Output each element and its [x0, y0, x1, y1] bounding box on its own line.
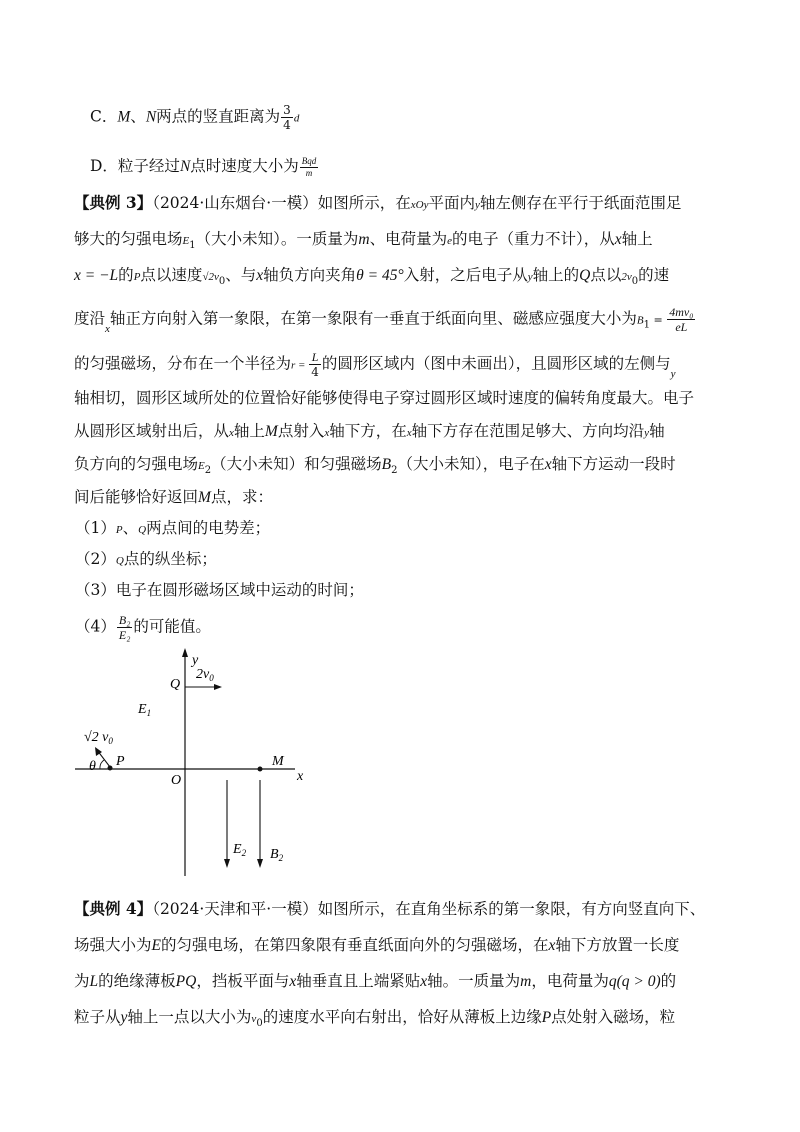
- example4-line4: 粒子从y轴上一点以大小为$v_0$的速度水平向右射出，恰好从薄板上边缘P点处射入磁场，粒: [74, 1008, 676, 1030]
- y-axis-label: y: [192, 653, 199, 668]
- origin-label: O: [171, 773, 182, 788]
- fraction-bqd-over-m: $\frac{\text{Bqd}}{m}$: [301, 155, 317, 178]
- question-3: （3）电子在圆形磁场区域中运动的时间；: [75, 581, 364, 599]
- point-p-label: P: [116, 754, 125, 769]
- e2-label: $E_2$: [233, 842, 247, 858]
- example3-line2: 够大的匀强电场$E_1$（大小未知）。一质量为m、电荷量为e的电子（重力不计），从x轴上: [74, 230, 653, 252]
- b2-label: $B_2$: [270, 847, 284, 863]
- velocity-root2v0-label: √2 $v_0$: [84, 730, 113, 746]
- e1-label: $E_1$: [138, 702, 152, 718]
- x-axis-label: x: [297, 769, 304, 784]
- fraction-b1: $\frac{\text{4mv₀}}{eL}$: [669, 305, 694, 334]
- fraction-three-quarters: $\frac{3}{4}$: [283, 103, 291, 132]
- example4-line1: 【典例 4】（2024·天津和平·一模）如图所示，在直角坐标系的第一象限，有方向竖直向下、: [74, 899, 706, 918]
- example-tag: 【典例 3】: [74, 193, 153, 212]
- example4-line3: 为L的绝缘薄板PQ，挡板平面与x轴垂直且上端紧贴x轴。一质量为m，电荷量为q(q > 0)的: [74, 972, 677, 990]
- option-d: D．粒子经过N点时速度大小为 $\frac{\text{Bqd}}{m}$: [90, 155, 317, 178]
- point-p-dot: [108, 766, 113, 771]
- example3-line1: 【典例 3】（2024·山东烟台·一模）如图所示，在xOy平面内y轴左侧存在平行于纸面范围足: [74, 193, 682, 212]
- velocity-2v0-arrowhead: [214, 684, 222, 690]
- question-2: （2）Q点的纵坐标；: [75, 550, 217, 568]
- option-c: C．M、N两点的竖直距离为 $\frac{3}{4}$ d: [90, 103, 300, 132]
- question-4: （4） $\frac{\text{B₂}}{\text{E₂}}$ 的可能值。: [75, 613, 211, 642]
- b2-field-arrowhead: [257, 859, 263, 868]
- example3-line7: 从圆形区域射出后，从x轴上M点射入x轴下方，在x轴下方存在范围足够大、方向均沿y轴: [74, 422, 665, 440]
- example4-line2: 场强大小为E的匀强电场，在第四象限有垂直纸面向外的匀强磁场，在x轴下方放置一长度: [74, 936, 680, 954]
- question-1: （1）P、Q两点间的电势差；: [75, 519, 271, 537]
- fraction-r: $\frac{L}{4}$: [311, 350, 319, 379]
- example3-line9: 间后能够恰好返回M点，求：: [74, 488, 273, 506]
- e2-field-arrowhead: [224, 859, 230, 868]
- point-m-label: M: [272, 754, 284, 769]
- example3-line3: x = −L的P点以速度$√2v_0$、与x轴负方向夹角θ = 45°入射，之后电子从y轴上的Q点以$2v_0$的速: [74, 266, 670, 288]
- example3-line5: 的匀强磁场，分布在一个半径为r = $\frac{L}{4}$ 的圆形区域内（图中未画出），且圆形区域的左侧与$_y$: [74, 350, 676, 380]
- angle-theta-arc: [100, 760, 104, 769]
- example3-line4: 度沿$_x$轴正方向射入第一象限，在第一象限有一垂直于纸面向里、磁感应强度大小为$B_1$ = $\frac{\text{4mv₀}}{eL}$: [74, 305, 694, 335]
- example3-line8: 负方向的匀强电场$E_2$（大小未知）和匀强磁场$B_2$（大小未知），电子在x轴下方运动一段时: [74, 455, 676, 477]
- point-q-label: Q: [170, 677, 181, 692]
- theta-label: θ: [89, 759, 96, 774]
- point-m-dot: [258, 767, 263, 772]
- example-tag: 【典例 4】: [74, 899, 153, 918]
- velocity-2v0-label: $2v_0$: [196, 667, 214, 683]
- coordinate-diagram: [70, 648, 330, 883]
- fraction-b2-over-e2: $\frac{\text{B₂}}{\text{E₂}}$: [118, 613, 131, 642]
- example3-line6: 轴相切，圆形区域所处的位置恰好能够使得电子穿过圆形区域时速度的偏转角度最大。电子: [74, 389, 695, 407]
- y-axis-arrowhead: [182, 648, 188, 657]
